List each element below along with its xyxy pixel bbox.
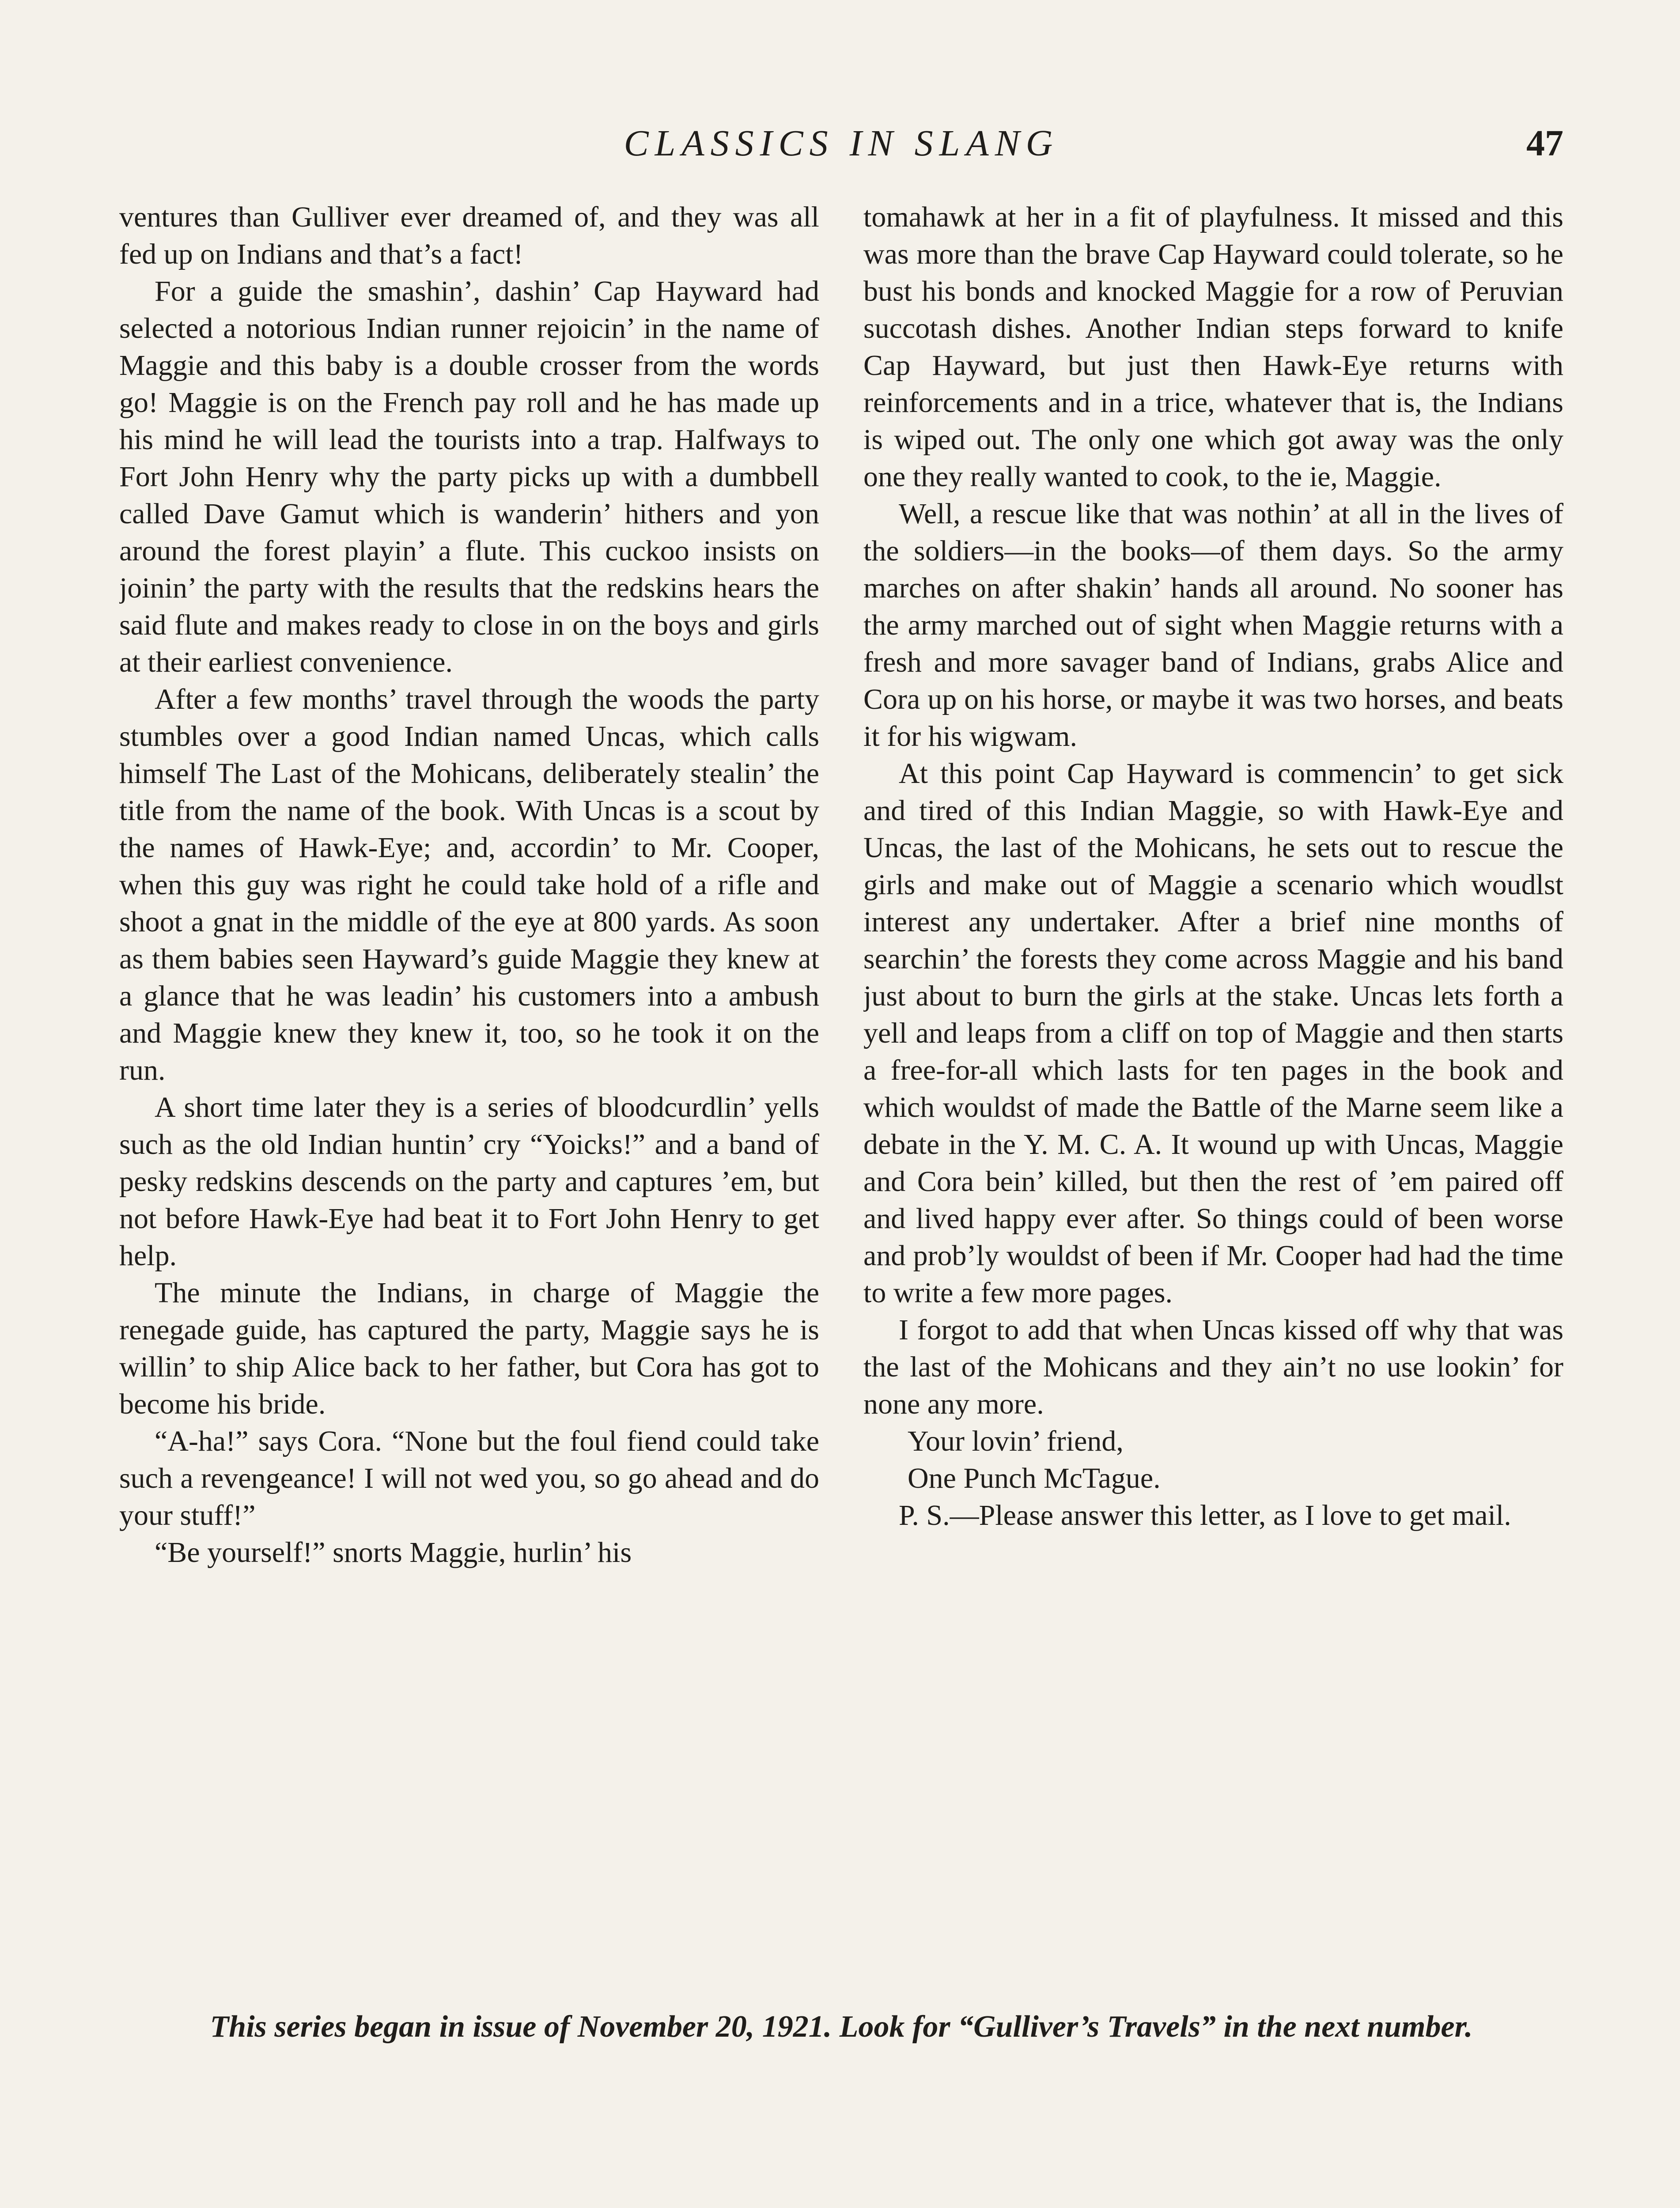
paragraph: At this point Cap Hayward is commencin’ to get sick and tired of this Indian Maggie, so with Hawk-Eye and Uncas, the last of the Mohicans, he sets out to rescue the girls and make out of Maggie a scenario which woudlst interest any undertaker. After a brief nine months of searchin’ the forests they come across Maggie and his band just about to burn the girls at the stake. Uncas lets forth a yell and leaps from a cliff on top of Maggie and then starts a free-for-all which lasts for ten pages in the book and which wouldst of made the Battle of the Marne seem like a debate in the Y. M. C. A. It wound up with Uncas, Maggie and Cora bein’ killed, but then the rest of ’em paired off and lived happy ever after. So things could of been worse and prob’ly wouldst of been if Mr. Cooper had had the time to write a few more pages. xyxy=(863,757,1563,1309)
paragraph: The minute the Indians, in charge of Maggie the renegade guide, has captured the party, Maggie says he is willin’ to ship Alice back to her father, but Cora has got to become his bride. xyxy=(119,1277,819,1420)
paragraph: ventures than Gulliver ever dreamed of, and they was all fed up on Indians and that’s a fact! xyxy=(119,201,819,270)
postscript: P. S.—Please answer this letter, as I love to get mail. xyxy=(899,1499,1511,1531)
letter-signature: One Punch McTague. xyxy=(908,1462,1161,1494)
paragraph: For a guide the smashin’, dashin’ Cap Hayward had selected a notorious Indian runner rejoicin’ in the name of Maggie and this baby is a double crosser from the words go! Maggie is on the French pay roll and he has made up his mind he will lead the tourists into a trap. Halfways to Fort John Henry why the party picks up with a dumbbell called Dave Gamut which is wanderin’ hithers and yon around the forest playin’ a flute. This cuckoo insists on joinin’ the party with the results that the redskins hears the said flute and makes ready to close in on the boys and girls at their earliest convenience. xyxy=(119,275,819,678)
letter-salutation: Your lovin’ friend, xyxy=(908,1425,1124,1457)
paragraph: Well, a rescue like that was nothin’ at all in the lives of the soldiers—in the books—of them days. So the army marches on after shakin’ hands all around. No sooner has the army marched out of sight when Maggie returns with a fresh and more savager band of Indians, grabs Alice and Cora up on his horse, or maybe it was two horses, and beats it for his wigwam. xyxy=(863,498,1563,752)
right-column xyxy=(863,199,1563,1985)
paragraph: A short time later they is a series of bloodcurdlin’ yells such as the old Indian huntin’ cry “Yoicks!” and a band of pesky redskins descends on the party and captures ’em, but not before Hawk-Eye had beat it to Fort John Henry to get help. xyxy=(119,1091,819,1272)
running-head xyxy=(119,117,1563,170)
article-body xyxy=(119,199,1563,1985)
paragraph: After a few months’ travel through the woods the party stumbles over a good Indian named Uncas, which calls himself The Last of the Mohicans, deliberately stealin’ the title from the name of the book. With Uncas is a scout by the names of Hawk-Eye; and, accordin’ to Mr. Cooper, when this guy was right he could take hold of a rifle and shoot a gnat in the middle of the eye at 800 yards. As soon as them babies seen Hayward’s guide Maggie they knew at a glance that he was leadin’ his customers into a ambush and Maggie knew they knew it, too, so he took it on the run. xyxy=(119,683,819,1086)
paragraph: “A-ha!” says Cora. “None but the foul fiend could take such a revengeance! I will not wed you, so go ahead and do your stuff!” xyxy=(119,1425,819,1531)
paragraph: “Be yourself!” snorts Maggie, hurlin’ his xyxy=(155,1536,632,1569)
series-note: This series began in issue of November 20, 1921. Look for “Gulliver’s Travels” in the next number. xyxy=(210,2010,1473,2044)
paragraph: I forgot to add that when Uncas kissed off why that was the last of the Mohicans and they ain’t no use lookin’ for none any more. xyxy=(863,1314,1563,1420)
running-title: CLASSICS IN SLANG xyxy=(624,123,1059,164)
paragraph: tomahawk at her in a fit of playfulness. It missed and this was more than the brave Cap Hayward could tolerate, so he bust his bonds and knocked Maggie for a row of Peruvian succotash dishes. Another Indian steps forward to knife Cap Hayward, but just then Hawk-Eye returns with reinforcements and in a trice, whatever that is, the Indians is wiped out. The only one which got away was the only one they really wanted to cook, to the ie, Maggie. xyxy=(863,201,1563,493)
left-column xyxy=(119,199,819,1985)
page-number: 47 xyxy=(1526,123,1563,164)
